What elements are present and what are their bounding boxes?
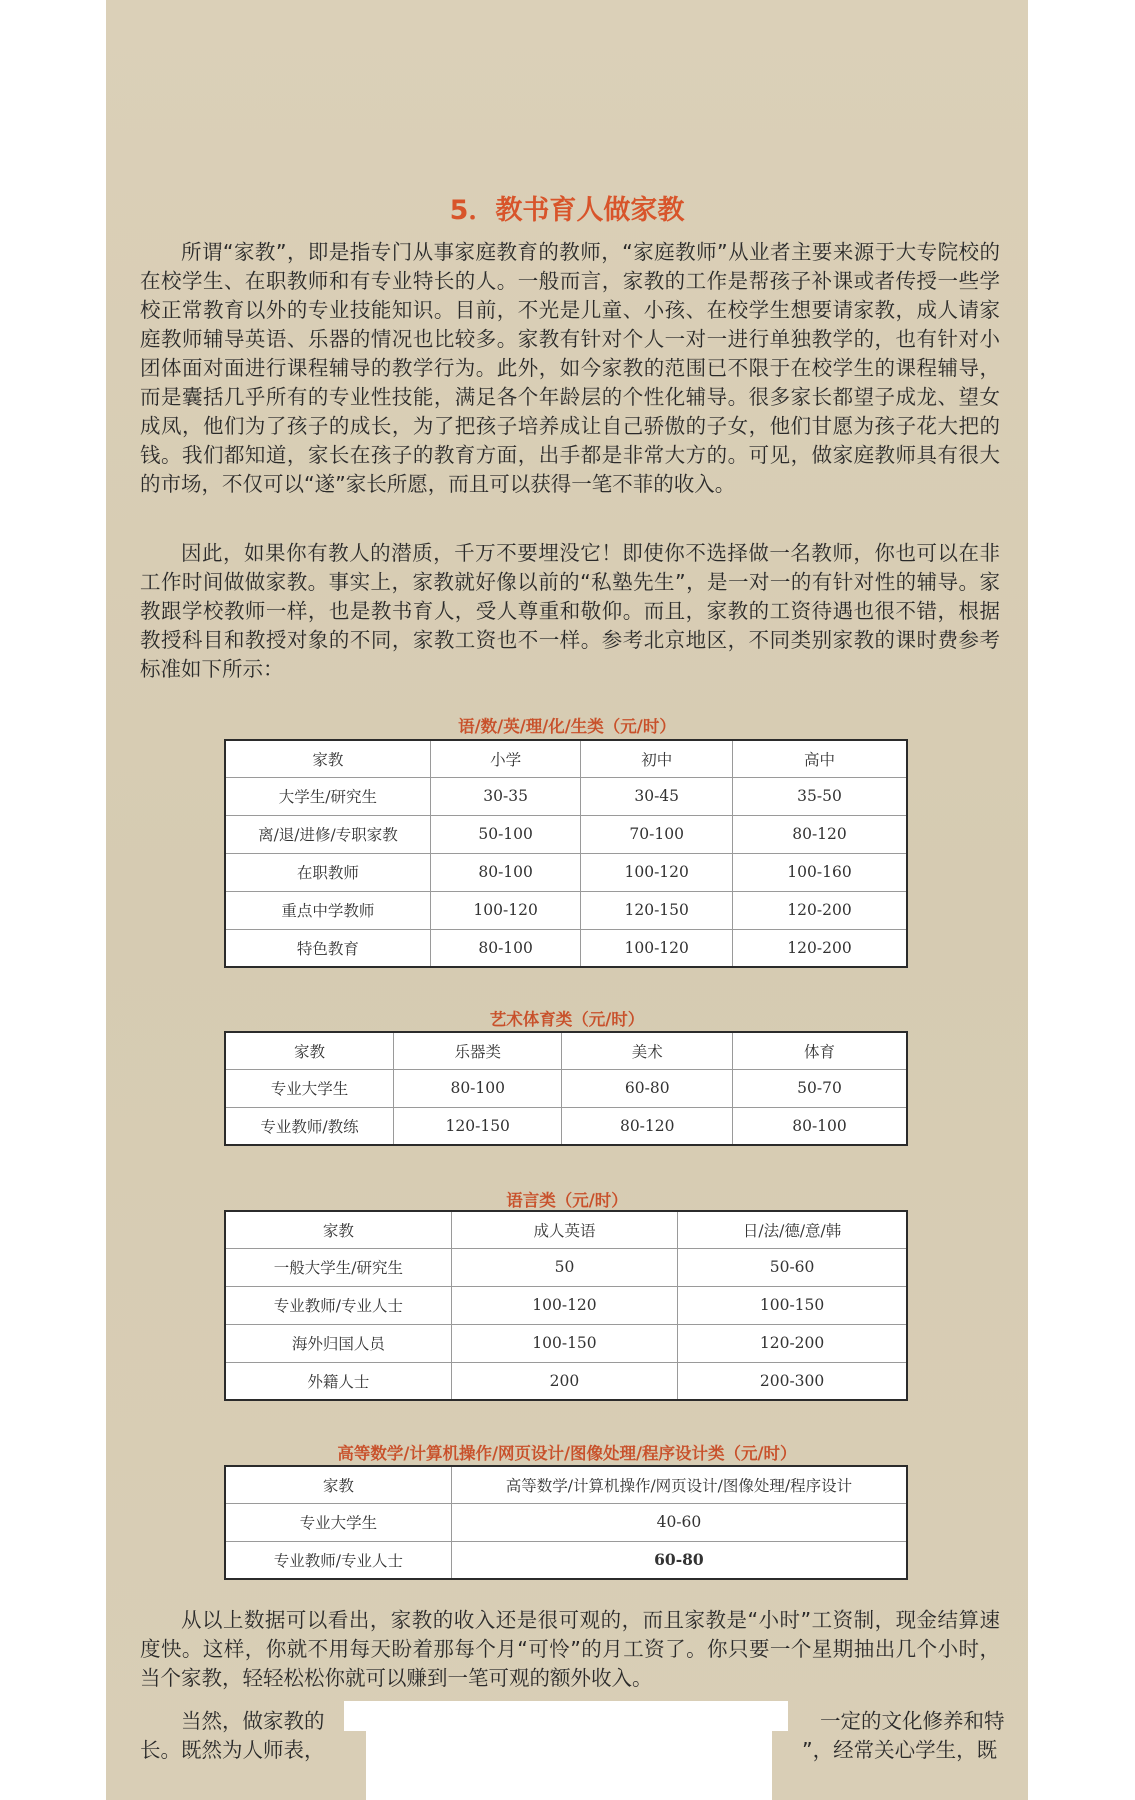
table-cell: 外籍人士	[225, 1362, 451, 1400]
table-cell: 120-150	[393, 1107, 562, 1145]
table-header-row	[225, 740, 907, 777]
header-cell: 初中	[581, 740, 733, 777]
table-cell: 特色教育	[225, 929, 430, 967]
partial-text: 长。既然为人师表，	[140, 1738, 325, 1762]
table-cell: 120-200	[732, 891, 907, 929]
table-caption-language: 语言类（元/时）	[506, 1191, 628, 1210]
table-cell: 120-150	[581, 891, 733, 929]
table-cell: 80-100	[732, 1107, 907, 1145]
header-cell: 家教	[225, 740, 430, 777]
table-cell: 海外归国人员	[225, 1324, 451, 1362]
header-cell: 成人英语	[451, 1211, 677, 1248]
table-cell: 100-120	[581, 853, 733, 891]
table-cell: 120-200	[732, 929, 907, 967]
table-row	[225, 1324, 907, 1362]
table-cell: 专业教师/专业人士	[225, 1286, 451, 1324]
table-row	[225, 815, 907, 853]
header-cell: 家教	[225, 1466, 451, 1503]
table-cell: 专业大学生	[225, 1069, 393, 1107]
table-cell: 40-60	[451, 1503, 907, 1541]
table-row	[225, 891, 907, 929]
table-cell: 30-35	[430, 777, 581, 815]
table-row	[225, 853, 907, 891]
table-cell: 50-60	[678, 1248, 907, 1286]
table-cell: 100-120	[451, 1286, 677, 1324]
table-row	[225, 1362, 907, 1400]
table-cell: 80-100	[393, 1069, 562, 1107]
header-cell: 高等数学/计算机操作/网页设计/图像处理/程序设计	[451, 1466, 907, 1503]
table-cell: 35-50	[732, 777, 907, 815]
table-caption-academic: 语/数/英/理/化/生类（元/时）	[458, 717, 676, 736]
header-cell: 家教	[225, 1211, 451, 1248]
table-cell: 离/退/进修/专职家教	[225, 815, 430, 853]
table-cell: 60-80	[451, 1541, 907, 1579]
book-page	[106, 0, 1028, 1800]
table-cell: 100-150	[451, 1324, 677, 1362]
table-cell: 200	[451, 1362, 677, 1400]
table-row	[225, 1107, 907, 1145]
table-row	[225, 929, 907, 967]
table-header-row	[225, 1032, 907, 1069]
redaction-block	[366, 1730, 772, 1800]
header-cell: 乐器类	[393, 1032, 562, 1069]
header-cell: 日/法/德/意/韩	[678, 1211, 907, 1248]
table-cell: 重点中学教师	[225, 891, 430, 929]
table-cell: 80-120	[562, 1107, 733, 1145]
table-caption-arts: 艺术体育类（元/时）	[489, 1010, 645, 1029]
header-cell: 美术	[562, 1032, 733, 1069]
table-cell: 80-100	[430, 853, 581, 891]
table-cell: 120-200	[678, 1324, 907, 1362]
header-cell: 体育	[732, 1032, 907, 1069]
fee-table-arts	[224, 1031, 908, 1146]
table-cell: 100-160	[732, 853, 907, 891]
table-cell: 80-120	[732, 815, 907, 853]
table-caption-technical: 高等数学/计算机操作/网页设计/图像处理/程序设计类（元/时）	[337, 1444, 797, 1463]
fee-table-academic	[224, 739, 908, 968]
table-cell: 100-120	[430, 891, 581, 929]
partial-text: 一定的文化修养和特	[820, 1709, 1005, 1733]
table-header-row	[225, 1211, 907, 1248]
table-cell: 在职教师	[225, 853, 430, 891]
table-cell: 100-120	[581, 929, 733, 967]
table-cell: 70-100	[581, 815, 733, 853]
redaction-block	[344, 1701, 788, 1731]
partial-text: ”，经常关心学生，既	[802, 1738, 998, 1762]
paragraph-intro: 所谓“家教”，即是指专门从事家庭教育的教师，“家庭教师”从业者主要来源于大专院校的在校学生、在职教师和有专业特长的人。一般而言，家教的工作是帮孩子补课或者传授一些学校正常教育以外的专业技能知识。目前，不光是儿童、小孩、在校学生想要请家教，成人请家庭教师辅导英语、乐器的情况也比较多。家教有针对个人一对一进行单独教学的，也有针对小团体面对面进行课程辅导的教学行为。此外，如今家教的范围已不限于在校学生的课程辅导，而是囊括几乎所有的专业性技能，满足各个年龄层的个性化辅导。很多家长都望子成龙、望女成凤，他们为了孩子的成长，为了把孩子培养成让自己骄傲的子女，他们甘愿为孩子花大把的钱。我们都知道，家长在孩子的教育方面，出手都是非常大方的。可见，做家庭教师具有很大的市场，不仅可以“遂”家长所愿，而且可以获得一笔不菲的收入。	[140, 240, 1000, 496]
paragraph-reason: 因此，如果你有教人的潜质，千万不要埋没它！即使你不选择做一名教师，你也可以在非工作时间做做家教。事实上，家教就好像以前的“私塾先生”，是一对一的有针对性的辅导。家教跟学校教师一样，也是教书育人，受人尊重和敬仰。而且，家教的工资待遇也很不错，根据教授科目和教授对象的不同，家教工资也不一样。参考北京地区，不同类别家教的课时费参考标准如下所示：	[140, 541, 1000, 681]
table-header-row	[225, 1466, 907, 1503]
fee-table-technical	[224, 1465, 908, 1580]
header-cell: 高中	[732, 740, 907, 777]
table-cell: 专业大学生	[225, 1503, 451, 1541]
table-cell: 专业教师/教练	[225, 1107, 393, 1145]
table-cell: 一般大学生/研究生	[225, 1248, 451, 1286]
header-cell: 家教	[225, 1032, 393, 1069]
table-cell: 200-300	[678, 1362, 907, 1400]
table-cell: 50	[451, 1248, 677, 1286]
partial-text: 当然，做家教的	[181, 1709, 325, 1733]
table-cell: 80-100	[430, 929, 581, 967]
paragraph-conclusion: 从以上数据可以看出，家教的收入还是很可观的，而且家教是“小时”工资制，现金结算速度快。这样，你就不用每天盼着那每个月“可怜”的月工资了。你只要一个星期抽出几个小时，当个家教，轻轻松松你就可以赚到一笔可观的额外收入。	[140, 1608, 1000, 1690]
table-row	[225, 1248, 907, 1286]
table-row	[225, 1541, 907, 1579]
table-cell: 专业教师/专业人士	[225, 1541, 451, 1579]
fee-table-language	[224, 1210, 908, 1401]
table-cell: 大学生/研究生	[225, 777, 430, 815]
table-cell: 100-150	[678, 1286, 907, 1324]
table-row	[225, 1069, 907, 1107]
table-cell: 50-70	[732, 1069, 907, 1107]
table-row	[225, 777, 907, 815]
table-cell: 30-45	[581, 777, 733, 815]
table-cell: 60-80	[562, 1069, 733, 1107]
table-row	[225, 1286, 907, 1324]
table-cell: 50-100	[430, 815, 581, 853]
header-cell: 小学	[430, 740, 581, 777]
section-title: 5．教书育人做家教	[449, 195, 685, 226]
table-row	[225, 1503, 907, 1541]
